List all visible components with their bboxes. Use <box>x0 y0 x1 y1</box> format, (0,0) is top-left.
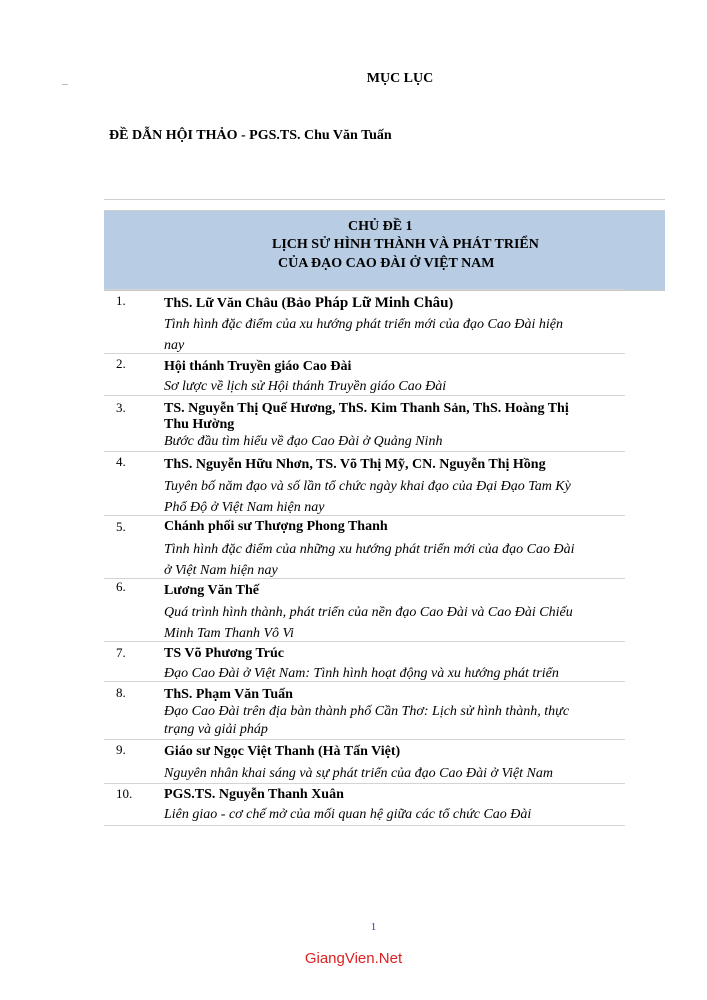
entry-author: TS. Nguyễn Thị Quế Hương, ThS. Kim Thanh Sản, ThS. Hoàng Thị Thu Hường <box>164 401 569 432</box>
list-item <box>104 783 625 826</box>
list-item <box>104 353 625 396</box>
list-item <box>104 641 625 682</box>
topic-title-line-2: CỦA ĐẠO CAO ĐÀI Ở VIỆT NAM <box>278 256 495 271</box>
entry-author: ThS. Nguyễn Hữu Nhơn, TS. Võ Thị Mỹ, CN. Nguyễn Thị Hồng <box>164 457 546 472</box>
entry-author: Giáo sư Ngọc Việt Thanh (Hà Tấn Việt) <box>164 744 401 759</box>
entry-title: Đạo Cao Đài ở Việt Nam: Tình hình hoạt động và xu hướng phát triển <box>164 666 559 681</box>
entry-title: Nguyên nhân khai sáng và sự phát triển của đạo Cao Đài ở Việt Nam <box>164 766 553 781</box>
entry-title: Tình hình đặc điểm của xu hướng phát triển mới của đạo Cao Đài hiện nay <box>164 317 563 353</box>
entry-author: PGS.TS. Nguyễn Thanh Xuân <box>164 787 344 802</box>
site-watermark[interactable]: GiangVien.Net <box>304 950 403 967</box>
list-item <box>104 739 625 784</box>
list-item <box>104 451 625 516</box>
entry-number: 2. <box>116 356 126 371</box>
entry-number: 7. <box>116 645 126 660</box>
entry-title: Bước đầu tìm hiểu về đạo Cao Đài ở Quảng Ninh <box>164 434 443 449</box>
list-item <box>104 289 625 354</box>
entry-title: Liên giao - cơ chế mở của mối quan hệ giữa các tổ chức Cao Đài <box>164 807 532 822</box>
entry-number: 9. <box>116 742 126 757</box>
list-item <box>104 578 625 642</box>
entry-title: Quá trình hình thành, phát triển của nền đạo Cao Đài và Cao Đài Chiếu Minh Tam Thanh Vô Vi <box>164 605 573 641</box>
page-number: 1 <box>370 921 377 933</box>
topic-header <box>104 210 665 291</box>
list-item <box>104 681 625 740</box>
entry-author: Lương Văn Thế <box>164 583 260 598</box>
list-item <box>104 395 625 452</box>
entry-number: 5. <box>116 519 126 534</box>
divider <box>104 199 665 200</box>
entry-author: ThS. Lữ Văn Châu (Bảo Pháp Lữ Minh Châu) <box>164 295 454 311</box>
divider <box>104 825 625 826</box>
topic-title-line-1: LỊCH SỬ HÌNH THÀNH VÀ PHÁT TRIỂN <box>272 237 539 252</box>
list-item <box>104 515 625 579</box>
entry-title: Đạo Cao Đài trên địa bàn thành phố Cần Thơ: Lịch sử hình thành, thực trạng và giải pháp <box>164 704 570 737</box>
page-title: MỤC LỤC <box>366 71 434 86</box>
entry-number: 6. <box>116 579 126 594</box>
entry-number: 4. <box>116 454 126 469</box>
intro-heading: ĐỀ DẪN HỘI THẢO - PGS.TS. Chu Văn Tuấn <box>109 128 392 143</box>
topic-number: CHỦ ĐỀ 1 <box>348 219 413 234</box>
entry-author: TS Võ Phương Trúc <box>164 646 285 661</box>
entry-author: Hội thánh Truyền giáo Cao Đài <box>164 359 352 374</box>
entry-number: 3. <box>116 400 126 415</box>
entry-author: ThS. Phạm Văn Tuấn <box>164 687 293 702</box>
entry-author: Chánh phối sư Thượng Phong Thanh <box>164 519 388 534</box>
entry-title: Sơ lược về lịch sử Hội thánh Truyền giáo Cao Đài <box>164 379 447 394</box>
entry-number: 1. <box>116 293 126 308</box>
entry-title: Tình hình đặc điểm của những xu hướng phát triển mới của đạo Cao Đài ở Việt Nam hiện nay <box>164 542 575 578</box>
entry-number: 8. <box>116 685 126 700</box>
entry-number: 10. <box>116 786 133 801</box>
entry-title: Tuyên bố năm đạo và số lần tổ chức ngày khai đạo của Đại Đạo Tam Kỳ Phổ Độ ở Việt Nam hiện nay <box>164 479 571 515</box>
